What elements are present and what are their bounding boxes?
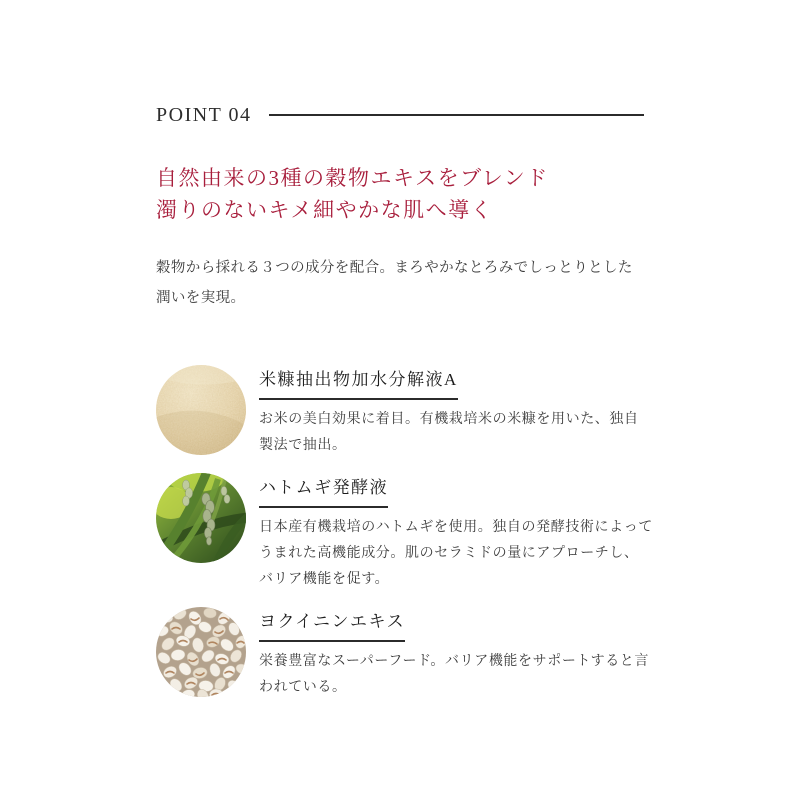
ingredient-thumbnail bbox=[156, 607, 246, 697]
headline-line-1: 自然由来の3種の穀物エキスをブレンド bbox=[156, 166, 549, 190]
ingredient-item bbox=[156, 473, 656, 591]
ingredient-text bbox=[259, 473, 653, 591]
section-description: 穀物から採れる３つの成分を配合。まろやかなとろみでしっとりとした潤いを実現。 bbox=[156, 260, 633, 306]
ingredient-item bbox=[156, 365, 656, 457]
hatomugi-plant-image bbox=[156, 473, 246, 563]
ingredient-description: お米の美白効果に着目。有機栽培米の米糠を用いた、独自製法で抽出。 bbox=[259, 410, 639, 452]
section-headline bbox=[156, 162, 656, 226]
ingredient-name: ヨクイニンエキス bbox=[259, 607, 405, 642]
header-rule bbox=[269, 114, 644, 116]
point-number-label: POINT 04 bbox=[156, 103, 252, 126]
ingredient-description: 栄養豊富なスーパーフード。バリア機能をサポートすると言われている。 bbox=[259, 652, 649, 694]
ingredient-thumbnail bbox=[156, 473, 246, 563]
ingredient-text bbox=[259, 607, 653, 699]
headline-line-2: 濁りのないキメ細やかな肌へ導く bbox=[156, 198, 494, 222]
ingredient-text bbox=[259, 365, 653, 457]
ingredient-description: 日本産有機栽培のハトムギを使用。独自の発酵技術によってうまれた高機能成分。肌のセラミドの量にアプローチし、バリア機能を促す。 bbox=[259, 518, 653, 586]
rice-bran-powder-image bbox=[156, 365, 246, 455]
ingredient-item bbox=[156, 607, 656, 699]
ingredient-thumbnail bbox=[156, 365, 246, 455]
ingredient-name: ハトムギ発酵液 bbox=[259, 473, 388, 508]
point-header bbox=[156, 104, 656, 126]
ingredient-name: 米糠抽出物加水分解液A bbox=[259, 365, 458, 400]
ingredient-list bbox=[156, 365, 656, 699]
point-04-section bbox=[156, 104, 656, 699]
yokuinin-seeds-image bbox=[156, 607, 246, 697]
